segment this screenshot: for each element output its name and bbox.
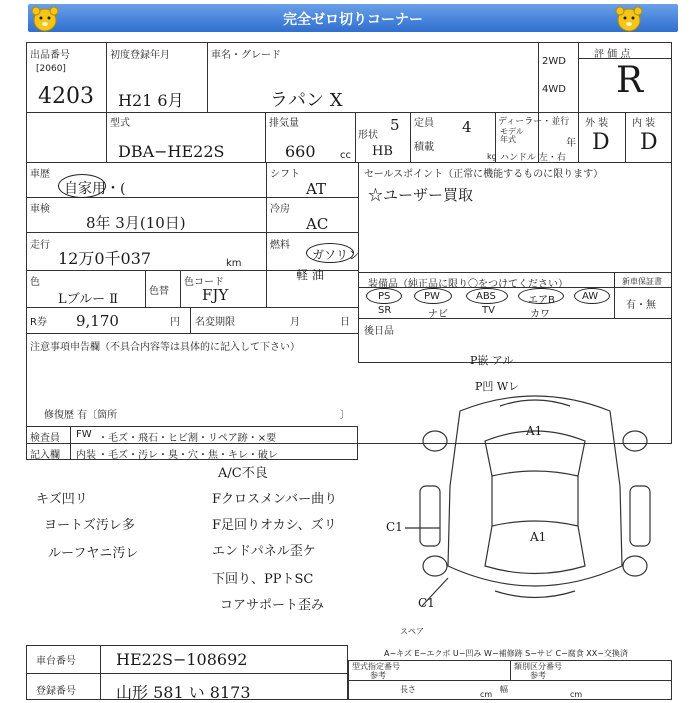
interior-value: D: [640, 130, 658, 155]
score-value: R: [616, 60, 644, 101]
entry-marks: ・毛ズ・汚レ・臭・穴・焦・キレ・破レ: [98, 450, 278, 461]
inspector-label: 検査員: [30, 433, 60, 444]
new-warranty-label: 新車保証書: [622, 277, 662, 286]
chassis-no-value: HE22S−108692: [116, 650, 248, 669]
bear-mascot-icon: [614, 4, 644, 34]
load-label: 積載: [414, 142, 434, 153]
day-unit: 日: [340, 317, 350, 328]
reg-no-value: 山形 581 い 8173: [116, 683, 251, 702]
header-bar: [28, 4, 678, 32]
yen-unit: 円: [170, 317, 180, 328]
lot-sub-value: [2060]: [36, 64, 66, 74]
note-right: F足回りオカシ、ズリ: [212, 518, 337, 533]
kg-unit: kg: [487, 152, 497, 161]
exterior-label: 外 装: [585, 118, 609, 129]
color-swap-label: 色替: [149, 286, 169, 297]
warranty-yn: 有・無: [626, 300, 656, 311]
equip-sr: SR: [378, 305, 392, 316]
legend-text: A−キズ E−エクボ U−凹み W−補修跡 S−サビ C−腐食 XX−交換済: [384, 649, 628, 658]
lot-no-label: 出品番号: [30, 50, 70, 61]
damage-mark: A1: [526, 424, 543, 438]
shift-value: AT: [306, 180, 327, 198]
inspection-value: 8年 3月(10日): [86, 214, 186, 232]
displacement-label: 排気量: [269, 118, 299, 129]
inspection-label: 車検: [30, 204, 50, 215]
capacity-value: 4: [462, 118, 472, 136]
exterior-value: D: [592, 130, 610, 155]
2wd-label: 2WD: [542, 56, 566, 67]
4wd-label: 4WD: [542, 84, 566, 95]
mileage-label: 走行: [30, 240, 50, 251]
note-right: A/C不良: [218, 466, 268, 481]
equip-airbag: エアB: [528, 295, 555, 306]
equipment-label: 装備品（純正品に限り〇をつけてください）: [368, 279, 568, 290]
equip-circle: [518, 288, 564, 304]
fw-label: FW: [76, 429, 92, 440]
aftermarket-label: 後日品: [364, 326, 394, 337]
model-label: 型式: [110, 118, 130, 129]
handle-label: ハンドル 左・右: [500, 153, 566, 163]
color-code-value: FJY: [202, 286, 229, 304]
doors-value: 5: [390, 116, 400, 134]
recycle-value: 9,170: [76, 312, 119, 330]
bear-mascot-icon: [30, 4, 60, 34]
history-circle: [58, 174, 106, 198]
naisou-label: 内装: [76, 450, 96, 461]
damage-mark: C1: [418, 596, 435, 610]
entry-label: 記入欄: [30, 450, 60, 461]
car-grade-label: 車名・グレード: [211, 50, 281, 61]
length-label: 長さ: [400, 685, 416, 694]
recycle-label: R券: [30, 317, 47, 328]
note-right: エンドパネル歪ケ: [212, 544, 316, 559]
equip-leather: カワ: [530, 309, 550, 320]
fuel-value: ガソリン: [312, 248, 361, 262]
ac-label: 冷房: [270, 204, 290, 215]
note-left: ルーフヤニ汚レ: [48, 546, 139, 561]
note-right: 下回り、PPトSC: [212, 572, 314, 587]
damage-mark: C1: [386, 520, 403, 534]
interior-label: 内 装: [632, 118, 656, 129]
note-right: コアサポート歪み: [220, 598, 325, 613]
category-no-label: 類別区分番号: [514, 662, 562, 671]
ac-value: AC: [306, 215, 329, 233]
equip-aw: AW: [582, 291, 599, 302]
damage-mark: A1: [530, 530, 547, 544]
color-value: Lブルー Ⅱ: [58, 292, 119, 307]
reg-limit-label: 名変期限: [195, 317, 235, 328]
nen-label: 年: [566, 138, 576, 149]
width-label: 幅: [500, 685, 508, 694]
note-right: Fクロスメンバー曲り: [212, 492, 338, 507]
color-code-label: 色コード: [184, 277, 224, 288]
model-year-label: モデル 年式: [500, 127, 524, 144]
equip-circle: [466, 288, 508, 304]
reg-no-label: 登録番号: [36, 686, 76, 697]
month-unit: 月: [290, 317, 300, 328]
cc-unit: cc: [340, 150, 351, 161]
capacity-label: 定員: [414, 118, 434, 129]
repair-history-label: 修復歴 有〔箇所: [44, 410, 118, 421]
note-left: ヨートズ汚レ多: [44, 518, 135, 533]
sales-point-value: ☆ユーザー買取: [368, 186, 474, 204]
equip-abs: ABS: [476, 291, 496, 302]
model-value: DBA−HE22S: [118, 142, 225, 161]
sales-point-label: セールスポイント（正常に機能するものに限ります）: [364, 169, 604, 180]
diagram-note: P凹 Wレ: [475, 380, 520, 393]
shape-value: HB: [372, 144, 393, 159]
equip-circle: [366, 288, 402, 304]
equip-tv: TV: [482, 305, 495, 316]
km-unit: km: [226, 258, 242, 269]
fuel-circle: [306, 243, 354, 263]
note-left: キズ凹リ: [36, 492, 88, 507]
fuel-label: 燃料: [270, 240, 290, 251]
lot-no-value: 4203: [38, 84, 94, 109]
first-reg-label: 初度登録年月: [110, 50, 170, 61]
sankou-label: 参考: [530, 671, 546, 680]
fuel2-value: 軽 油: [296, 268, 324, 282]
displacement-value: 660: [285, 142, 316, 161]
mileage-value: 12万0千037: [58, 249, 152, 268]
spare-label: スペア: [400, 627, 424, 636]
equip-circle: [414, 288, 452, 304]
history-value: 自家用・(: [64, 181, 126, 197]
shape-label: 形状: [358, 130, 378, 141]
insp-marks: ・毛ズ・飛石・ヒビ割・リペア跡・×要: [98, 433, 277, 444]
history-label: 車歴: [30, 169, 50, 180]
dealer-label: ディーラー・並行: [498, 117, 570, 127]
equip-ps: PS: [378, 291, 391, 302]
equip-navi: ナビ: [428, 309, 448, 320]
cm-unit: cm: [480, 690, 493, 699]
diagram-note: P嵌 アル: [470, 354, 514, 367]
equip-circle: [574, 288, 610, 304]
score-label: 評 価 点: [594, 49, 631, 60]
page-title: 完全ゼロ切りコーナー: [283, 12, 423, 28]
repair-close: 〕: [340, 410, 350, 421]
sankou-label: 参考: [370, 671, 386, 680]
equip-pw: PW: [424, 291, 440, 302]
notes-label: 注意事項申告欄（不具合内容等は具体的に記入して下さい）: [30, 342, 300, 353]
first-reg-value: H21 6月: [118, 91, 184, 110]
type-designation-label: 型式指定番号: [352, 662, 400, 671]
cm-unit: cm: [570, 690, 583, 699]
car-name-value: ラパン X: [270, 90, 343, 111]
color-label: 色: [30, 277, 40, 288]
chassis-no-label: 車台番号: [36, 656, 76, 667]
shift-label: シフト: [270, 169, 300, 180]
car-damage-diagram: [400, 366, 670, 636]
